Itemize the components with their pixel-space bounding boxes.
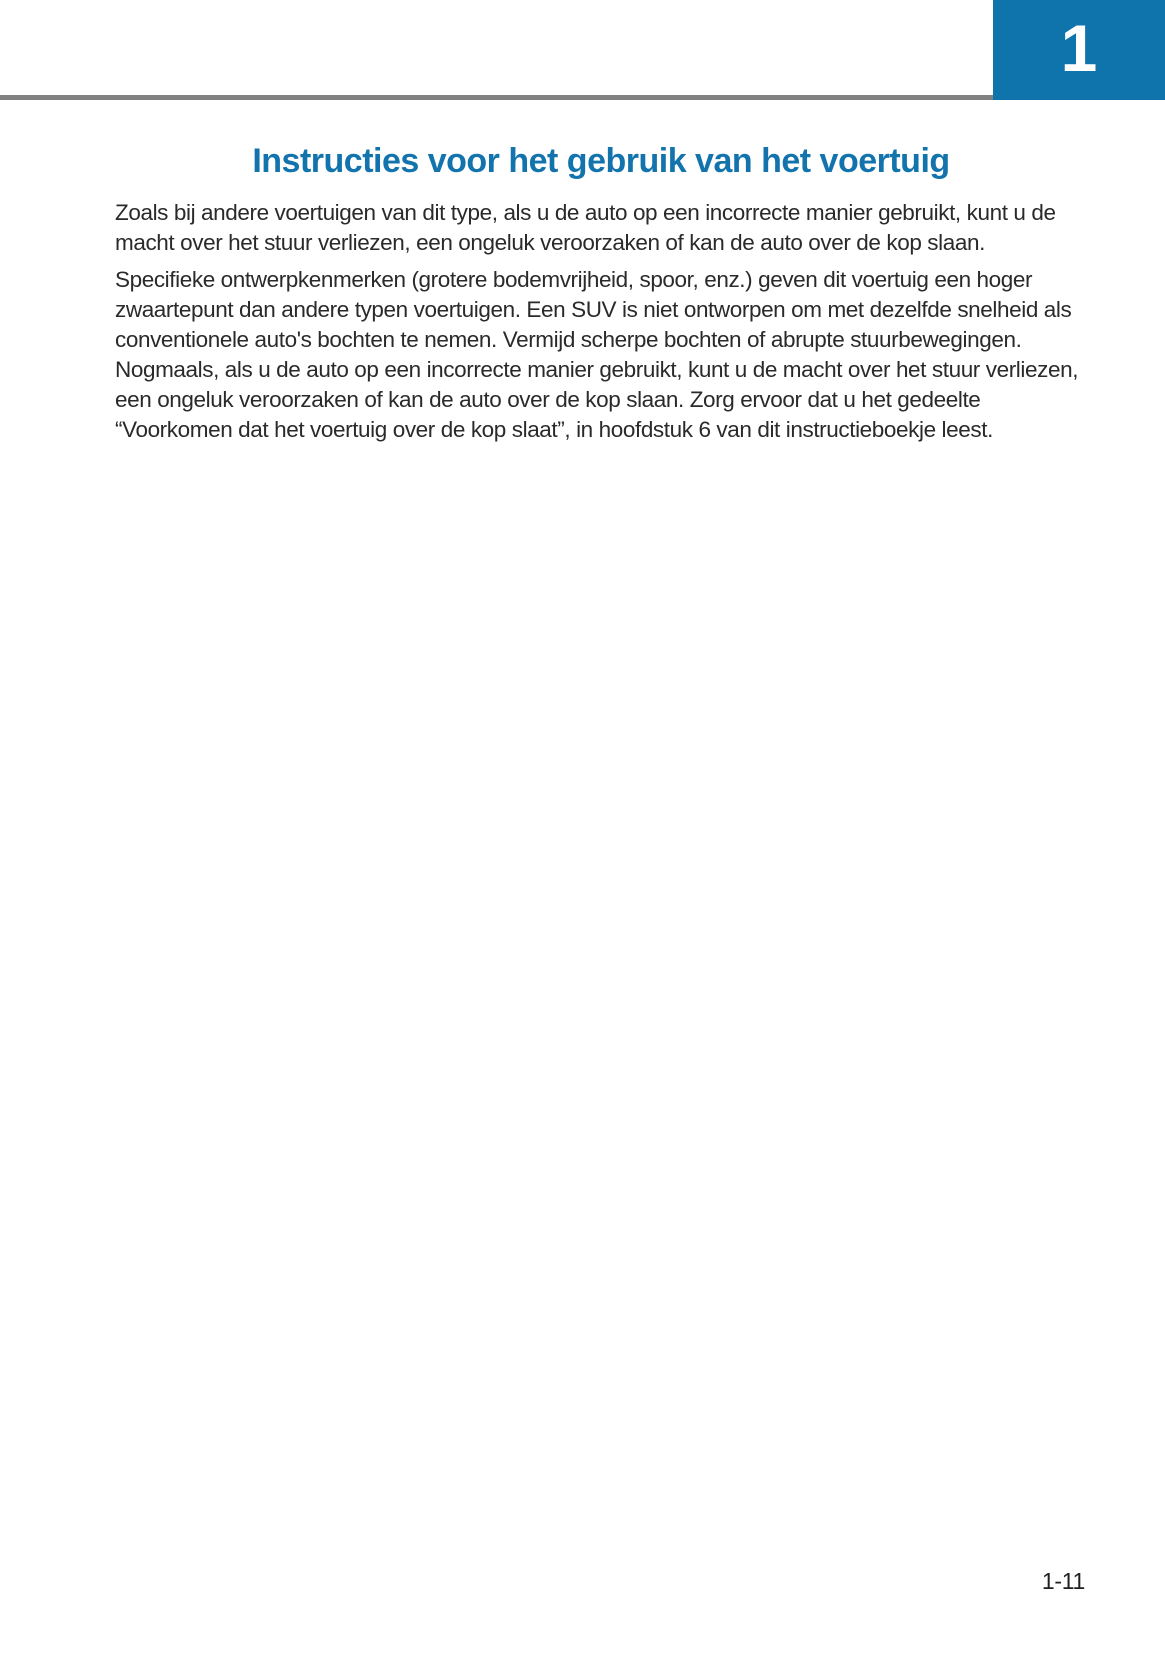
body-paragraph-1: Zoals bij andere voertuigen van dit type, als u de auto op een incorrecte manier gebruikt, kunt u de macht over het stuur verliezen, een ongeluk veroorzaken of kan de auto over de kop slaan.: [115, 200, 1056, 255]
header-rule: [0, 95, 993, 100]
page-content: [115, 138, 1087, 452]
chapter-tab: [993, 0, 1165, 100]
chapter-number: 1: [1060, 11, 1098, 85]
page-title: Instructies voor het gebruik van het voertuig: [252, 142, 950, 180]
body-paragraph-2: Specifieke ontwerpkenmerken (grotere bodemvrijheid, spoor, enz.) geven dit voertuig een hoger zwaartepunt dan andere typen voertuigen. Een SUV is niet ontworpen om met dezelfde snelheid als conventionele auto's bochten te nemen. Vermijd scherpe bochten of abrupte stuurbewegingen. Nogmaals, als u de auto op een incorrecte manier gebruikt, kunt u de macht over het stuur verliezen, een ongeluk veroorzaken of kan de auto over de kop slaan. Zorg ervoor dat u het gedeelte “Voorkomen dat het voertuig over de kop slaat”, in hoofdstuk 6 van dit instructieboekje leest.: [115, 267, 1079, 442]
page-number: 1-11: [1041, 1568, 1085, 1594]
